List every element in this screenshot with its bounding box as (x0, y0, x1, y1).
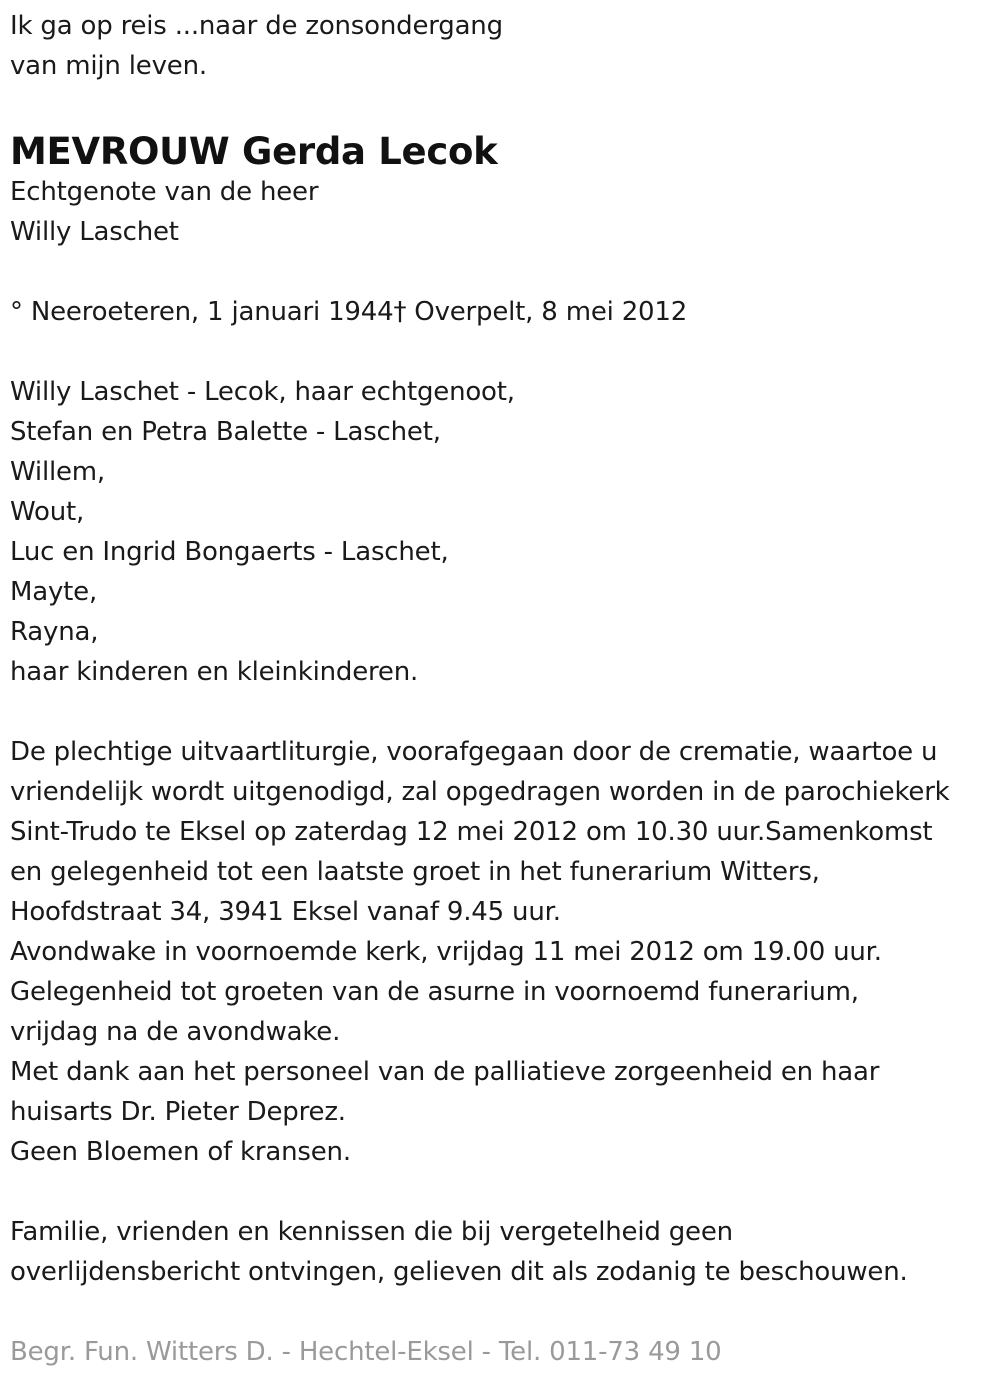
notice-line: overlijdensbericht ontvingen, gelieven dit als zodanig te beschouwen. (10, 1257, 908, 1287)
spacer (10, 332, 995, 372)
birth-death-dates: ° Neeroeteren, 1 januari 1944† Overpelt, 8 mei 2012 (10, 297, 688, 327)
spacer (10, 1172, 995, 1212)
dates-block (10, 292, 995, 332)
spacer (10, 1292, 995, 1332)
family-member: Stefan en Petra Balette - Laschet, (10, 417, 441, 447)
notice-line: Familie, vrienden en kennissen die bij vergetelheid geen (10, 1217, 733, 1247)
notice-block (10, 1212, 995, 1292)
details-line: en gelegenheid tot een laatste groet in het funerarium Witters, (10, 857, 820, 887)
family-member: Rayna, (10, 617, 99, 647)
family-member: Mayte, (10, 577, 98, 607)
quote-line: Ik ga op reis ...naar de zonsondergang (10, 11, 503, 41)
quote-line: van mijn leven. (10, 51, 207, 81)
details-line: vrijdag na de avondwake. (10, 1017, 341, 1047)
details-line: Met dank aan het personeel van de palliatieve zorgeenheid en haar (10, 1057, 880, 1087)
details-line: De plechtige uitvaartliturgie, voorafgegaan door de crematie, waartoe u (10, 737, 938, 767)
family-list (10, 372, 995, 692)
spouse-line: Willy Laschet (10, 217, 179, 247)
family-member: haar kinderen en kleinkinderen. (10, 657, 419, 687)
funeral-home-footer: Begr. Fun. Witters D. - Hechtel-Eksel - Tel. 011-73 49 10 (10, 1337, 722, 1367)
family-member: Luc en Ingrid Bongaerts - Laschet, (10, 537, 449, 567)
details-line: Hoofdstraat 34, 3941 Eksel vanaf 9.45 uur. (10, 897, 561, 927)
details-line: Gelegenheid tot groeten van de asurne in voornoemd funerarium, (10, 977, 859, 1007)
details-line: vriendelijk wordt uitgenodigd, zal opgedragen worden in de parochiekerk (10, 777, 950, 807)
spacer (10, 86, 995, 132)
details-line: huisarts Dr. Pieter Deprez. (10, 1097, 346, 1127)
obituary-page (10, 6, 995, 1372)
spouse-line: Echtgenote van de heer (10, 177, 319, 207)
spouse-block (10, 172, 995, 252)
details-line: Geen Bloemen of kransen. (10, 1137, 351, 1167)
deceased-name: MEVROUW Gerda Lecok (10, 130, 498, 173)
funeral-details (10, 732, 995, 1172)
details-line: Sint-Trudo te Eksel op zaterdag 12 mei 2012 om 10.30 uur.Samenkomst (10, 817, 933, 847)
opening-quote (10, 6, 995, 86)
footer-block (10, 1332, 995, 1372)
spacer (10, 252, 995, 292)
spacer (10, 692, 995, 732)
family-member: Willy Laschet - Lecok, haar echtgenoot, (10, 377, 515, 407)
family-member: Willem, (10, 457, 105, 487)
family-member: Wout, (10, 497, 85, 527)
details-line: Avondwake in voornoemde kerk, vrijdag 11 mei 2012 om 19.00 uur. (10, 937, 882, 967)
